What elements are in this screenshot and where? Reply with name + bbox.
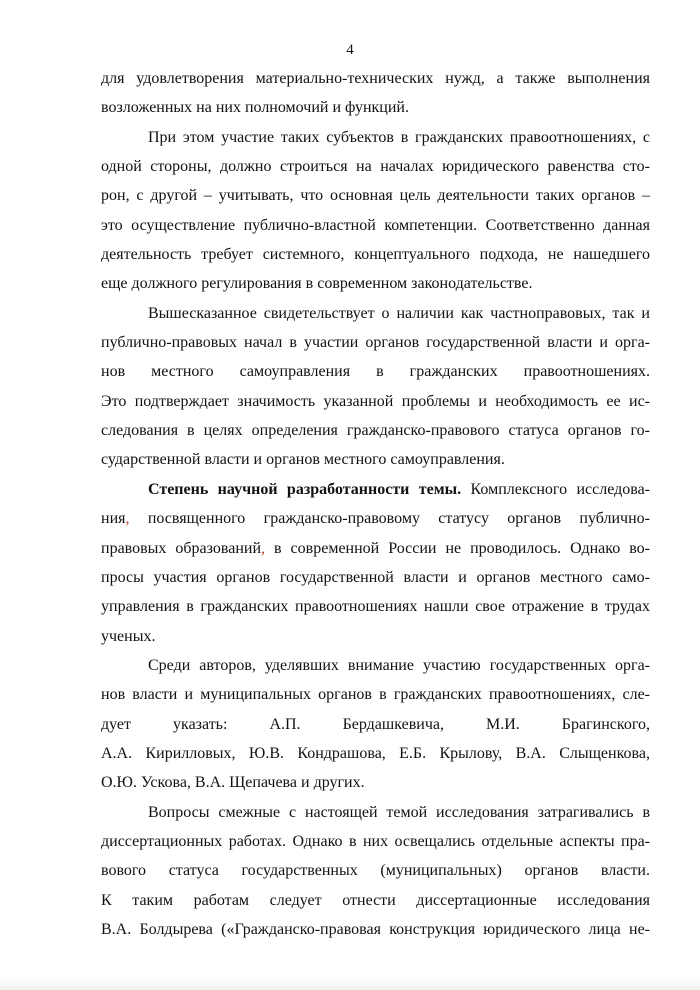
text-line: При этом участие таких субъектов в гражданских правоотношениях, с — [148, 128, 650, 146]
text-line: нов местного самоуправления в гражданских правоотношениях. — [101, 363, 650, 381]
text-line: Вопросы смежные с настоящей темой исследования затрагивались в — [148, 803, 650, 821]
page-bottom-edge — [0, 976, 700, 990]
text-line: управления в гражданских правоотношениях нашли свое отражение в трудах — [101, 598, 650, 616]
text-line: диссертационных работах. Однако в них освещались отдельные аспекты пра- — [101, 832, 650, 850]
text-line: это осуществление публично-властной компетенции. Соответственно данная — [101, 216, 650, 234]
text-run: Комплексного исследова- — [461, 480, 650, 498]
text-line: Это подтверждает значимость указанной проблемы и необходимость ее ис- — [101, 392, 650, 410]
text-line: Среди авторов, уделявших внимание участию государственных орга- — [148, 656, 650, 674]
text-run: правовых образований — [101, 539, 262, 557]
text-line: одной стороны, должно строиться на началах юридического равенства сто- — [101, 158, 650, 176]
marked-comma: , — [261, 539, 266, 557]
text-line: рон, с другой – учитывать, что основная цель деятельности таких органов – — [101, 187, 650, 205]
text-line: публично-правовых начал в участии органов государственной власти и орга- — [101, 334, 650, 352]
text-line: сударственной власти и органов местного самоуправления. — [101, 451, 505, 469]
marked-comma: , — [125, 510, 130, 528]
text-line: В.А. Болдырева («Гражданско-правовая конструкция юридического лица не- — [101, 920, 650, 938]
text-line: К таким работам следует отнести диссертационные исследования — [101, 891, 650, 909]
text-line: А.А. Кирилловых, Ю.В. Кондрашова, Е.Б. Крылову, В.А. Слыщенкова, — [101, 744, 650, 762]
text-line: нов власти и муниципальных органов в гражданских правоотношениях, сле- — [101, 686, 650, 704]
text-line: вового статуса государственных (муниципальных) органов власти. — [101, 862, 650, 880]
text-line: Вышесказанное свидетельствует о наличии как частноправовых, так и — [148, 304, 650, 322]
section-heading: Степень научной разработанности темы. — [148, 480, 462, 498]
text-line — [101, 475, 650, 504]
text-line: дует указать: А.П. Бердашкевича, М.И. Брагинского, — [101, 715, 650, 733]
text-run: в современной России не проводилось. Однако во- — [265, 539, 651, 557]
text-line: деятельность требует системного, концептуального подхода, не нашедшего — [101, 246, 650, 264]
text-line: для удовлетворения материально-технических нужд, а также выполнения — [101, 70, 650, 87]
text-line: следования в целях определения гражданско-правового статуса органов го- — [101, 422, 650, 440]
page-number: 4 — [346, 42, 354, 58]
text-line: ученых. — [101, 627, 156, 645]
text-line: просы участия органов государственной власти и органов местного само- — [101, 568, 650, 586]
document-body — [101, 64, 650, 944]
text-line — [101, 504, 650, 533]
text-line: О.Ю. Ускова, В.А. Щепачева и других. — [101, 774, 365, 792]
text-line — [101, 534, 650, 563]
text-line: еще должного регулирования в современном законодательстве. — [101, 275, 533, 293]
text-run: посвященного гражданско-правовому статусу органов публично- — [129, 510, 650, 528]
text-line: возложенных на них полномочий и функций. — [101, 99, 409, 117]
text-run: ния — [101, 510, 126, 528]
